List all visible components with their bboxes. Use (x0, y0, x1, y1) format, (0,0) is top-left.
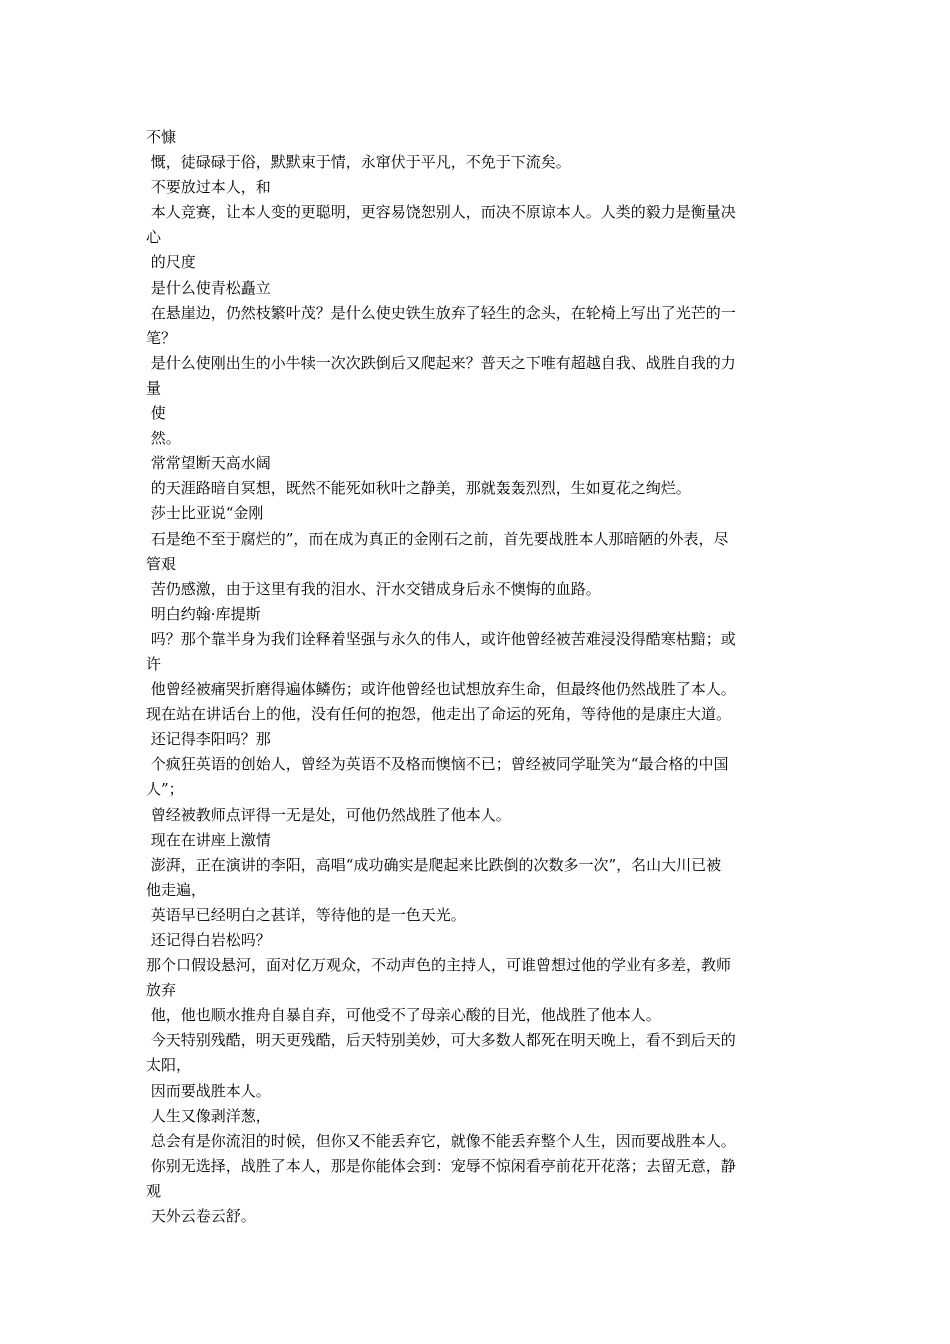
text-line: 现在站在讲话台上的他，没有任何的抱怨，他走出了命运的死角，等待他的是康庄大道。 (146, 705, 732, 724)
text-line: 是什么使青松矗立 (146, 278, 271, 297)
text-line: 那个口假设悬河，面对亿万观众，不动声色的主持人，可谁曾想过他的学业有多差，教师 (146, 956, 732, 975)
text-line: 明白约翰·库提斯 (146, 604, 261, 623)
text-line: 不要放过本人，和 (146, 178, 271, 197)
text-line: 的天涯路暗自冥想，既然不能死如秋叶之静美，那就轰轰烈烈，生如夏花之绚烂。 (146, 479, 691, 498)
text-line: 笔？ (146, 328, 177, 347)
text-line: 管艰 (146, 554, 177, 573)
text-line: 还记得李阳吗？那 (146, 730, 271, 749)
text-line: 观 (146, 1181, 162, 1200)
text-line: 个疯狂英语的创始人，曾经为英语不及格而懊恼不已；曾经被同学耻笑为“最合格的中国 (146, 755, 729, 774)
text-line: 许 (146, 654, 162, 673)
text-line: 人”； (146, 780, 184, 799)
text-line: 他走遍， (146, 880, 207, 899)
text-line: 天外云卷云舒。 (146, 1207, 256, 1226)
text-line: 莎士比亚说“金刚 (146, 504, 264, 523)
text-line: 常常望断天高水阔 (146, 454, 271, 473)
text-line: 放弃 (146, 981, 177, 1000)
text-line: 他曾经被痛哭折磨得遍体鳞伤；或许他曾经也试想放弃生命，但最终他仍然战胜了本人。 (146, 680, 736, 699)
text-line: 的尺度 (146, 253, 196, 272)
text-line: 不慷 (146, 128, 177, 146)
text-line: 现在在讲座上激情 (146, 830, 271, 849)
text-line: 他，他也顺水推舟自暴自弃，可他受不了母亲心酸的目光，他战胜了他本人。 (146, 1006, 661, 1025)
text-line: 今天特别残酷，明天更残酷，后天特别美妙，可大多数人都死在明天晚上，看不到后天的 (146, 1031, 736, 1050)
text-line: 慨，徒碌碌于俗，默默束于情，永窜伏于平凡，不免于下流矣。 (146, 153, 571, 172)
text-line: 英语早已经明白之甚详，等待他的是一色天光。 (146, 905, 466, 924)
text-line: 还记得白岩松吗？ (146, 931, 271, 949)
text-line: 使 (146, 404, 166, 423)
text-line: 曾经被教师点评得一无是处，可他仍然战胜了他本人。 (146, 805, 511, 824)
text-line: 澎湃，正在演讲的李阳，高唱“成功确实是爬起来比跌倒的次数多一次”，名山大川已被 (146, 855, 722, 874)
text-line: 太阳， (146, 1056, 192, 1075)
text-line: 你别无选择，战胜了本人，那是你能体会到：宠辱不惊闲看亭前花开花落；去留无意，静 (146, 1156, 736, 1175)
text-line: 因而要战胜本人。 (146, 1081, 271, 1100)
text-line: 总会有是你流泪的时候，但你又不能丢弃它，就像不能丢弃整个人生，因而要战胜本人。 (146, 1131, 736, 1150)
text-line: 苦仍感激，由于这里有我的泪水、汗水交错成身后永不懊悔的血路。 (146, 579, 601, 598)
document-body (146, 125, 810, 1229)
text-line: 人生又像剥洋葱， (146, 1106, 271, 1125)
text-line: 吗？那个靠半身为我们诠释着坚强与永久的伟人，或许他曾经被苦难浸没得酷寒枯黯；或 (146, 629, 736, 648)
text-line: 是什么使刚出生的小牛犊一次次跌倒后又爬起来？普天之下唯有超越自我、战胜自我的力 (146, 353, 736, 372)
text-line: 石是绝不至于腐烂的”，而在成为真正的金刚石之前，首先要战胜本人那暗陋的外表，尽 (146, 529, 729, 548)
text-line: 量 (146, 378, 162, 397)
text-line: 心 (146, 228, 162, 247)
text-line: 本人竞赛，让本人变的更聪明，更容易饶恕别人，而决不原谅本人。人类的毅力是衡量决 (146, 203, 736, 222)
text-line: 然。 (146, 429, 181, 448)
text-line: 在悬崖边，仍然枝繁叶茂？是什么使史铁生放弃了轻生的念头，在轮椅上写出了光芒的一 (146, 303, 736, 322)
